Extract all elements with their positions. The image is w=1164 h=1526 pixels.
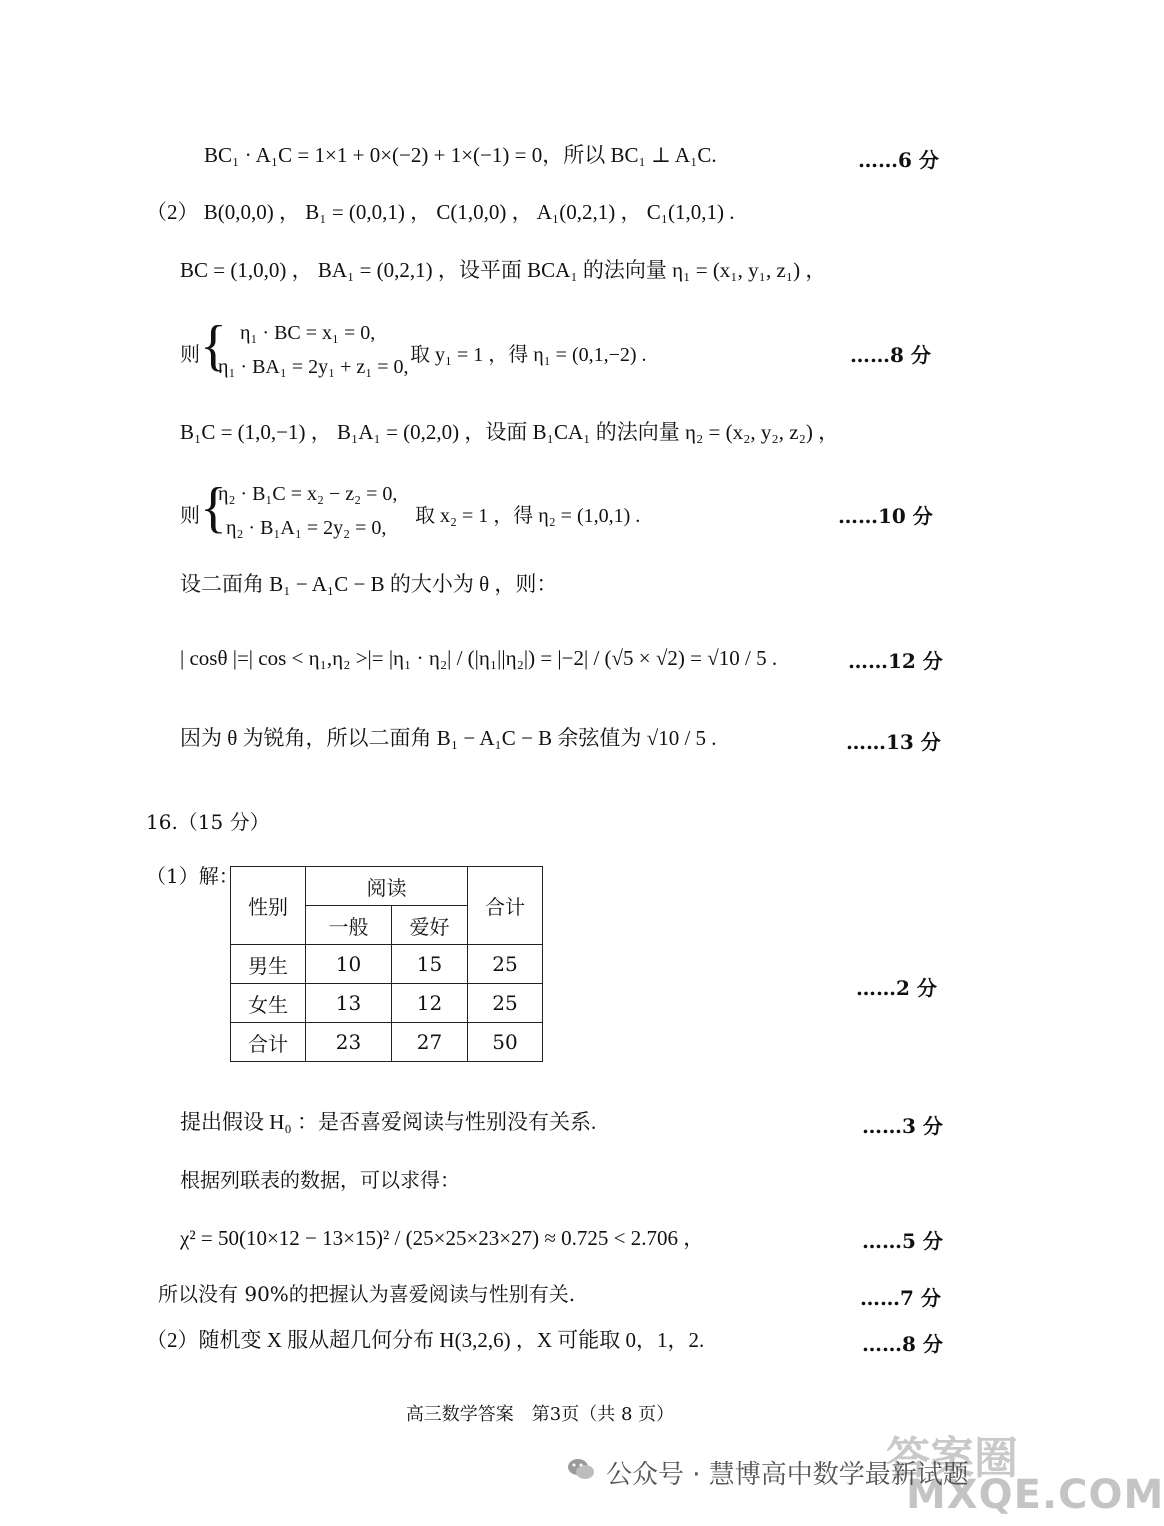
watermark-stamp: 答案圈 bbox=[886, 1433, 1018, 1484]
header-gender: 性别 bbox=[231, 867, 306, 945]
perpendicular-conclusion: ，所以 BC₁ ⊥ A₁C. bbox=[542, 143, 717, 167]
dot-product-expression: BC₁ · A₁C = 1×1 + 0×(−2) + 1×(−1) = 0 bbox=[204, 143, 543, 167]
cell-love: 27 bbox=[392, 1023, 468, 1062]
cosine-computation: | cosθ |=| cos < η₁,η₂ >|= |η₁ · η₂| / (|η₁||η₂|) = |−2| / (√5 × √2) = √10 / 5 . bbox=[180, 646, 778, 670]
part-2-distribution: （2）随机变 X 服从超几何分布 H(3,2,6) ，X 可能取 0，1，2. bbox=[146, 1328, 705, 1352]
table-row bbox=[231, 945, 543, 984]
dihedral-conclusion: 因为 θ 为锐角，所以二面角 B₁ − A₁C − B 余弦值为 √10 / 5 . bbox=[180, 726, 717, 750]
coordinates-line: （2） B(0,0,0) ， B₁ = (0,0,1) ， C(1,0,0) ， A₁(0,2,1) ， C₁(1,0,1) . bbox=[146, 200, 735, 224]
score-3: ……3 分 bbox=[862, 1114, 943, 1138]
score-8b: ……8 分 bbox=[862, 1332, 943, 1356]
score-6: ……6 分 bbox=[858, 148, 939, 172]
system-2-result: 取 x₂ = 1 ，得 η₂ = (1,0,1) . bbox=[415, 505, 641, 527]
dihedral-angle-intro: 设二面角 B₁ − A₁C − B 的大小为 θ ，则： bbox=[180, 572, 558, 596]
score-7: ……7 分 bbox=[860, 1286, 941, 1310]
cell-total: 25 bbox=[468, 984, 543, 1023]
score-8: ……8 分 bbox=[850, 343, 931, 367]
header-general: 一般 bbox=[306, 906, 392, 945]
watermark bbox=[566, 1422, 1164, 1522]
wechat-icon bbox=[566, 1454, 596, 1484]
system-1-eq2: η₁ · BA₁ = 2y₁ + z₁ = 0, bbox=[218, 356, 409, 378]
system-2-brace: { bbox=[200, 477, 227, 539]
system-1-eq1: η₁ · BC = x₁ = 0, bbox=[240, 322, 376, 344]
plane-b1ca1-setup: B₁C = (1,0,−1) ， B₁A₁ = (0,2,0) ，设面 B₁CA₁ 的法向量 η₂ = (x₂, y₂, z₂) ， bbox=[180, 420, 840, 444]
system-1-label: 则 bbox=[180, 342, 200, 366]
cell-general: 13 bbox=[306, 984, 392, 1023]
watermark-site: MXQE.COM bbox=[906, 1472, 1164, 1518]
system-1-result: 取 y₁ = 1 ，得 η₁ = (0,1,−2) . bbox=[410, 344, 647, 366]
chi-square-computation: χ² = 50(10×12 − 13×15)² / (25×25×23×27) ≈ 0.725 < 2.706 ， bbox=[180, 1226, 705, 1250]
row-label: 合计 bbox=[231, 1023, 306, 1062]
cell-love: 12 bbox=[392, 984, 468, 1023]
score-5: ……5 分 bbox=[862, 1229, 943, 1253]
cell-total: 25 bbox=[468, 945, 543, 984]
score-12: ……12 分 bbox=[848, 649, 943, 673]
cell-love: 15 bbox=[392, 945, 468, 984]
score-2: ……2 分 bbox=[856, 976, 937, 1000]
chi-square-conclusion: 所以没有 90%的把握认为喜爱阅读与性别有关. bbox=[158, 1282, 576, 1306]
score-10: ……10 分 bbox=[838, 504, 933, 528]
table-row bbox=[231, 984, 543, 1023]
row-label: 男生 bbox=[231, 945, 306, 984]
contingency-table bbox=[230, 866, 543, 1062]
header-love: 爱好 bbox=[392, 906, 468, 945]
table-row bbox=[231, 1023, 543, 1062]
system-2-eq2: η₂ · B₁A₁ = 2y₂ = 0, bbox=[226, 517, 387, 539]
plane-bca1-setup: BC = (1,0,0) ， BA₁ = (0,2,1) ，设平面 BCA₁ 的法向量 η₁ = (x₁, y₁, z₁) ， bbox=[180, 258, 827, 282]
dot-product-check bbox=[204, 141, 717, 169]
page-footer: 高三数学答案 第3页（共 8 页） bbox=[405, 1404, 675, 1425]
question-16-heading: 16.（15 分） bbox=[146, 810, 270, 834]
hypothesis-line: 提出假设 H₀ ：是否喜爱阅读与性别没有关系. bbox=[180, 1110, 597, 1134]
row-label: 女生 bbox=[231, 984, 306, 1023]
score-13: ……13 分 bbox=[846, 730, 941, 754]
system-2-label: 则 bbox=[180, 503, 200, 527]
system-2-eq1: η₂ · B₁C = x₂ − z₂ = 0, bbox=[218, 483, 398, 505]
system-1-brace: { bbox=[200, 315, 227, 377]
part-1-label: （1）解： bbox=[146, 864, 239, 888]
cell-total: 50 bbox=[468, 1023, 543, 1062]
compute-intro: 根据列联表的数据，可以求得： bbox=[180, 1168, 460, 1192]
watermark-account: 公众号 · 慧博高中数学最新试题 bbox=[606, 1460, 969, 1490]
header-total: 合计 bbox=[468, 867, 543, 945]
header-reading: 阅读 bbox=[306, 867, 468, 906]
cell-general: 23 bbox=[306, 1023, 392, 1062]
cell-general: 10 bbox=[306, 945, 392, 984]
